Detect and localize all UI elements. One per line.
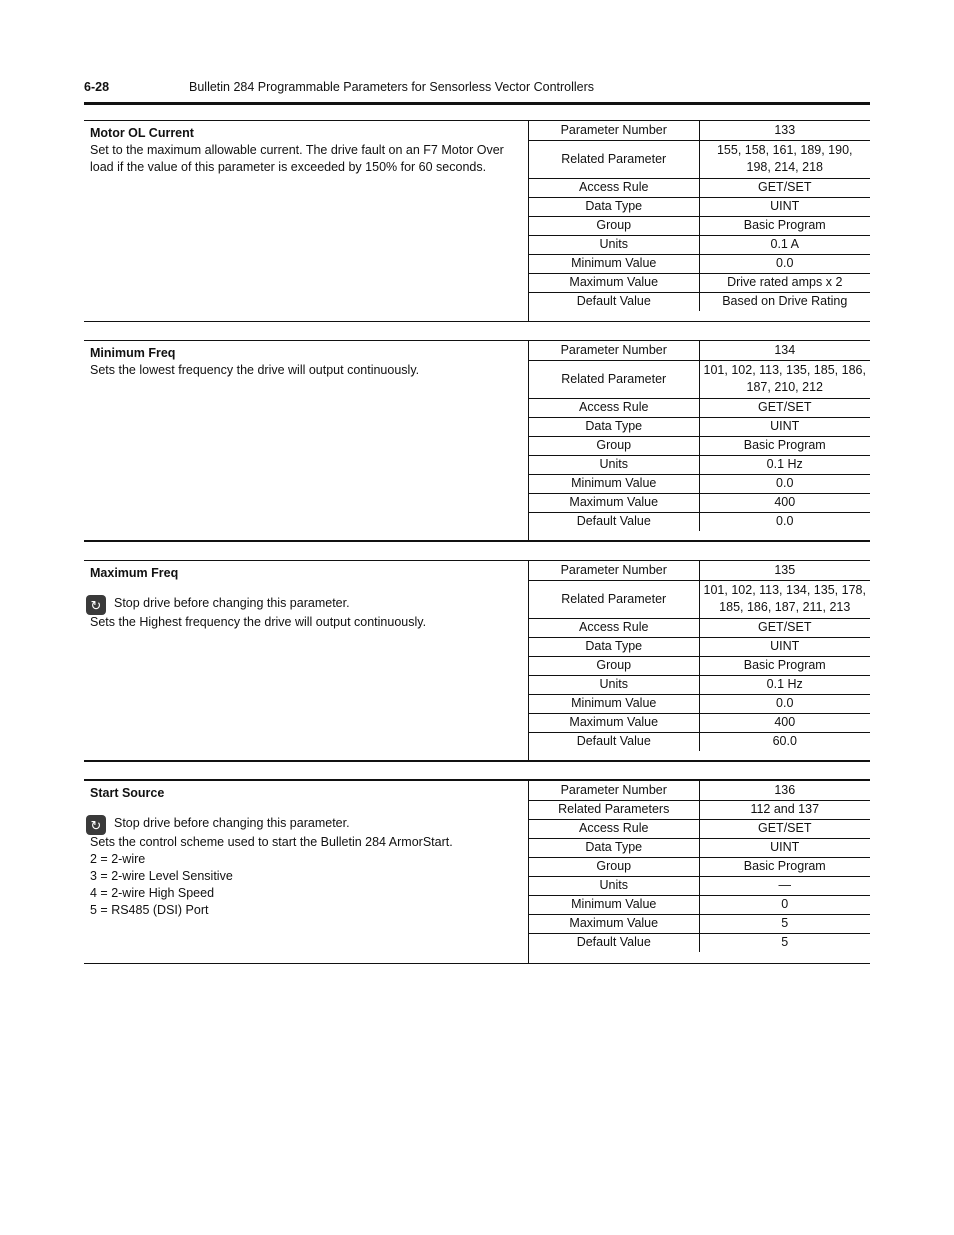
option-item: 4 = 2-wire High Speed (90, 886, 215, 900)
table-row (529, 512, 870, 531)
attr-value: 5 (781, 935, 789, 950)
attr-key: Data Type (529, 637, 699, 656)
attr-value: 136 (699, 781, 870, 800)
param-name: Motor OL Current (90, 126, 194, 140)
table-row (529, 341, 870, 360)
attr-key: Access Rule (529, 618, 699, 637)
table-row (529, 580, 870, 618)
table-row (529, 694, 870, 713)
attr-key: Parameter Number (529, 121, 699, 140)
attr-key: Minimum Value (529, 895, 699, 914)
attr-key: Maximum Value (529, 493, 699, 512)
param-attribute-table (529, 561, 870, 751)
table-row (529, 493, 870, 512)
attr-value: Drive rated amps x 2 (699, 273, 870, 292)
stop-drive-note (90, 592, 522, 614)
param-description: Sets the Highest frequency the drive will output continuously. (90, 615, 427, 629)
attr-value: 0.0 (699, 474, 870, 493)
table-row (529, 933, 870, 952)
attr-key: Units (529, 235, 699, 254)
table-row (529, 197, 870, 216)
table-row (529, 914, 870, 933)
attr-key: Related Parameters (529, 800, 699, 819)
attr-value: Based on Drive Rating (722, 294, 848, 309)
attr-key: Default Value (529, 933, 699, 952)
attr-value: 0.1 Hz (699, 455, 870, 474)
attr-key: Related Parameter (529, 360, 699, 398)
attr-key: Default Value (529, 292, 699, 311)
attr-key: Group (529, 216, 699, 235)
stop-drive-note (90, 812, 522, 834)
table-row (529, 121, 870, 140)
attr-key: Access Rule (529, 819, 699, 838)
param-description-cell (84, 121, 529, 321)
attr-value: GET/SET (699, 398, 870, 417)
param-attribute-table (529, 121, 870, 311)
attr-value: 135 (699, 561, 870, 580)
note-text: Stop drive before changing this parameter. (114, 595, 350, 610)
param-description: Sets the lowest frequency the drive will output continuously. (90, 363, 420, 377)
attr-value: UINT (699, 637, 870, 656)
attr-value: 134 (699, 341, 870, 360)
stop-drive-icon: ↻ (86, 815, 106, 835)
param-description: Set to the maximum allowable current. The drive fault on an F7 Motor Over load if the value of this parameter is exceeded by 150% for 60 seconds. (90, 143, 504, 174)
attr-key: Data Type (529, 838, 699, 857)
attr-key: Data Type (529, 197, 699, 216)
attr-value: 400 (699, 713, 870, 732)
attr-key: Access Rule (529, 178, 699, 197)
header-rule (84, 102, 870, 105)
table-row (529, 781, 870, 800)
param-description-cell (84, 781, 529, 963)
attr-key: Maximum Value (529, 713, 699, 732)
param-description-cell (84, 561, 529, 760)
attr-value: 0.0 (699, 254, 870, 273)
table-row (529, 455, 870, 474)
table-row (529, 292, 870, 311)
attr-value: Basic Program (699, 656, 870, 675)
attr-key: Maximum Value (529, 914, 699, 933)
table-row (529, 273, 870, 292)
table-row (529, 618, 870, 637)
attr-key: Group (529, 656, 699, 675)
table-row (529, 417, 870, 436)
param-attribute-table (529, 341, 870, 531)
attr-key: Group (529, 436, 699, 455)
param-block-start-source (84, 779, 870, 964)
page-header (84, 80, 870, 100)
table-row (529, 857, 870, 876)
attr-key: Minimum Value (529, 694, 699, 713)
attr-value: UINT (699, 417, 870, 436)
attr-value: 0.0 (776, 514, 794, 529)
attr-key: Group (529, 857, 699, 876)
param-name: Maximum Freq (90, 566, 179, 580)
attr-key: Data Type (529, 417, 699, 436)
attr-value: GET/SET (699, 178, 870, 197)
attr-key: Minimum Value (529, 254, 699, 273)
attr-value: Basic Program (699, 216, 870, 235)
table-row (529, 216, 870, 235)
attr-key: Related Parameter (529, 140, 699, 178)
attr-value: — (699, 876, 870, 895)
attr-value: 5 (699, 914, 870, 933)
attr-key: Default Value (529, 732, 699, 751)
table-row (529, 819, 870, 838)
option-item: 5 = RS485 (DSI) Port (90, 903, 209, 917)
param-name: Minimum Freq (90, 346, 176, 360)
attr-key: Parameter Number (529, 561, 699, 580)
attr-value: 400 (699, 493, 870, 512)
attr-value: 0.1 A (699, 235, 870, 254)
attr-value: UINT (699, 838, 870, 857)
attr-value: Basic Program (699, 857, 870, 876)
table-row (529, 838, 870, 857)
attr-value: GET/SET (699, 819, 870, 838)
table-row (529, 800, 870, 819)
param-block-motor-ol-current (84, 120, 870, 322)
attr-key: Units (529, 876, 699, 895)
table-row (529, 178, 870, 197)
param-name: Start Source (90, 786, 165, 800)
page-title: Bulletin 284 Programmable Parameters for Sensorless Vector Controllers (189, 80, 595, 94)
attr-value: UINT (699, 197, 870, 216)
attr-key: Parameter Number (529, 341, 699, 360)
attr-key: Units (529, 675, 699, 694)
table-row (529, 360, 870, 398)
attr-value: 155, 158, 161, 189, 190, 198, 214, 218 (699, 140, 870, 178)
table-row (529, 876, 870, 895)
page-number: 6-28 (84, 80, 110, 94)
option-item: 3 = 2-wire Level Sensitive (90, 869, 233, 883)
table-row (529, 732, 870, 751)
table-row (529, 713, 870, 732)
table-row (529, 254, 870, 273)
attr-value: Basic Program (699, 436, 870, 455)
param-description-cell (84, 341, 529, 540)
attr-key: Related Parameter (529, 580, 699, 618)
param-block-maximum-freq (84, 560, 870, 762)
attr-value: 0.0 (699, 694, 870, 713)
attr-value: 112 and 137 (699, 800, 870, 819)
table-row (529, 140, 870, 178)
param-attribute-table (529, 781, 870, 952)
table-row (529, 656, 870, 675)
table-row (529, 895, 870, 914)
note-text: Stop drive before changing this parameter. (114, 815, 350, 830)
attr-key: Minimum Value (529, 474, 699, 493)
attr-key: Units (529, 455, 699, 474)
param-description: Sets the control scheme used to start the Bulletin 284 ArmorStart. (90, 835, 453, 849)
table-row (529, 436, 870, 455)
attr-value: 101, 102, 113, 135, 185, 186, 187, 210, 212 (699, 360, 870, 398)
option-item: 2 = 2-wire (90, 852, 146, 866)
table-row (529, 398, 870, 417)
param-block-minimum-freq (84, 340, 870, 542)
attr-key: Access Rule (529, 398, 699, 417)
attr-key: Parameter Number (529, 781, 699, 800)
table-row (529, 561, 870, 580)
attr-key: Default Value (529, 512, 699, 531)
attr-value: GET/SET (699, 618, 870, 637)
attr-value: 60.0 (772, 734, 797, 749)
attr-value: 133 (699, 121, 870, 140)
attr-key: Maximum Value (529, 273, 699, 292)
table-row (529, 675, 870, 694)
table-row (529, 637, 870, 656)
stop-drive-icon: ↻ (86, 595, 106, 615)
attr-value: 0.1 Hz (699, 675, 870, 694)
table-row (529, 474, 870, 493)
attr-value: 0 (699, 895, 870, 914)
attr-value: 101, 102, 113, 134, 135, 178, 185, 186, 187, 211, 213 (699, 580, 870, 618)
table-row (529, 235, 870, 254)
